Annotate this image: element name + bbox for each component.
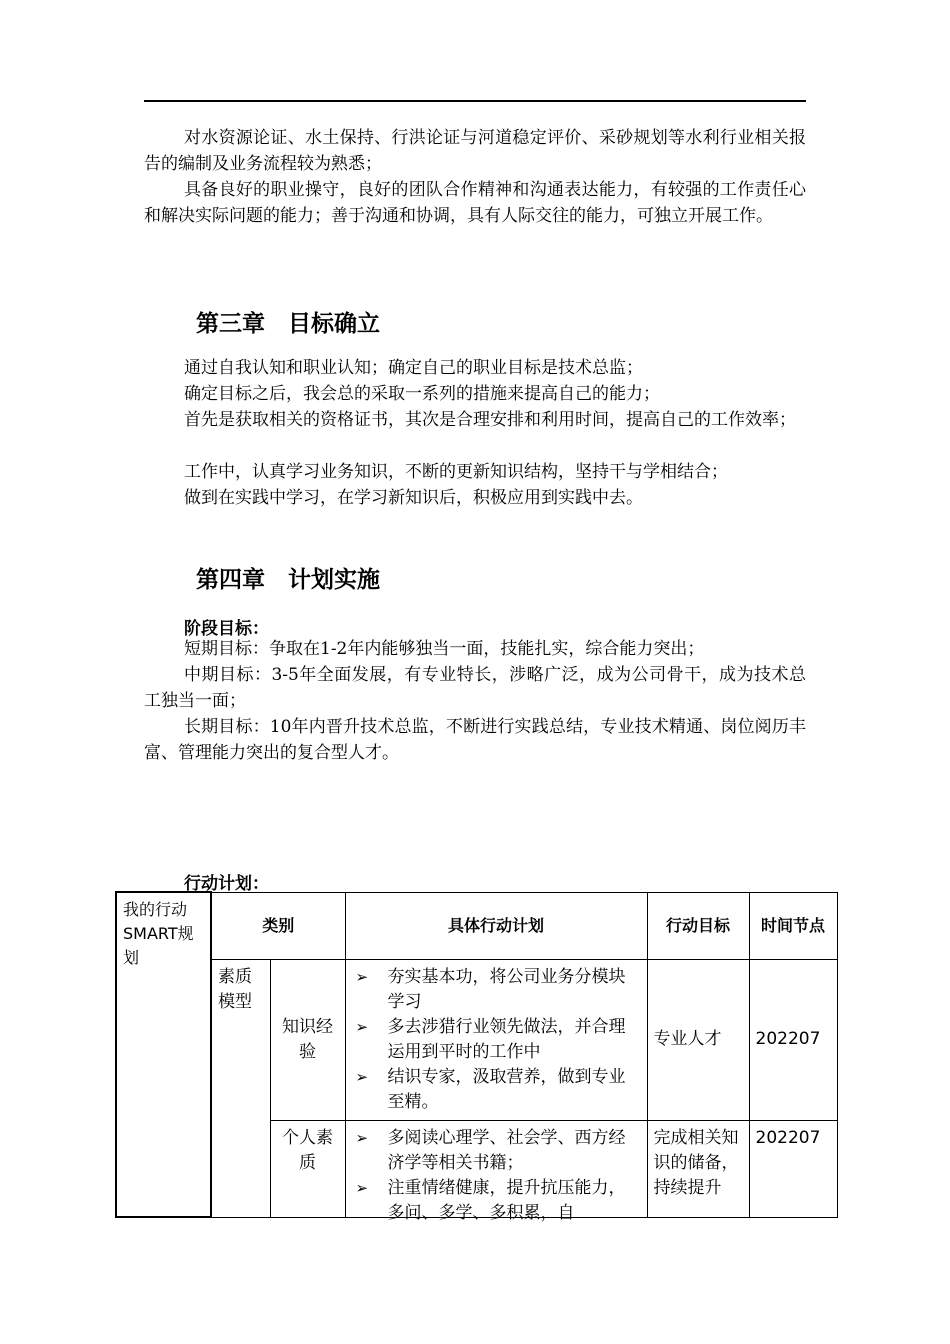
bullet-arrow-icon: ➢ (355, 1017, 369, 1036)
chapter-4-title: 第四章 计划实施 (196, 567, 380, 593)
list-item: ➢ 多去涉猎行业领先做法，并合理运用到平时的工作中 (355, 1016, 626, 1062)
intro-paragraph-1: 对水资源论证、水土保持、行洪论证与河道稳定评价、采砂规划等水利行业相关报告的编制及业务流程较为熟悉； (144, 128, 806, 174)
header-goal: 行动目标 (647, 892, 749, 959)
list-item: ➢ 注重情绪健康，提升抗压能力，多问、多学、多积累，自 (355, 1177, 626, 1223)
chapter-3-title: 第三章 目标确立 (196, 311, 380, 337)
stage-goals-label: 阶段目标： (184, 619, 269, 639)
bullet-arrow-icon: ➢ (355, 967, 369, 986)
bullet-arrow-icon: ➢ (355, 1128, 369, 1147)
list-item: ➢ 夯实基本功，将公司业务分模块学习 (355, 966, 626, 1012)
list-item: ➢ 结识专家，汲取营养，做到专业至精。 (355, 1066, 626, 1112)
header-category: 类别 (211, 892, 345, 959)
chapter-3-paragraph-3: 首先是获取相关的资格证书，其次是合理安排和利用时间，提高自己的工作效率； (184, 410, 796, 430)
mid-term-goal: 中期目标：3-5年全面发展，有专业特长，涉略广泛，成为公司骨干，成为技术总工独当一面； (144, 665, 806, 711)
bullet-arrow-icon: ➢ (355, 1067, 369, 1086)
row-1-time: 202207 (749, 959, 837, 1120)
table-corner-label: 我的行动SMART规划 (116, 892, 211, 1217)
chapter-3-paragraph-2: 确定目标之后，我会总的采取一系列的措施来提高自己的能力； (184, 384, 660, 404)
action-plan-table (115, 891, 838, 1223)
row-1-goal: 专业人才 (647, 959, 749, 1120)
header-time: 时间节点 (749, 892, 837, 959)
bullet-arrow-icon: ➢ (355, 1178, 369, 1197)
row-2-time: 202207 (749, 1120, 837, 1217)
header-plan: 具体行动计划 (345, 892, 647, 959)
group-label: 素质模型 (211, 959, 270, 1217)
chapter-3-paragraph-1: 通过自我认知和职业认知；确定自己的职业目标是技术总监； (184, 358, 643, 378)
short-term-goal: 短期目标：争取在1-2年内能够独当一面，技能扎实，综合能力突出； (184, 639, 705, 659)
row-2-goal: 完成相关知识的储备，持续提升 (647, 1120, 749, 1217)
table-header-row (116, 892, 837, 959)
table-row (116, 959, 837, 1120)
intro-paragraph-2: 具备良好的职业操守，良好的团队合作精神和沟通表达能力，有较强的工作责任心和解决实际问题的能力；善于沟通和协调，具有人际交往的能力，可独立开展工作。 (144, 180, 806, 226)
list-item: ➢ 多阅读心理学、社会学、西方经济学等相关书籍； (355, 1127, 626, 1173)
chapter-3-paragraph-5: 做到在实践中学习，在学习新知识后，积极应用到实践中去。 (184, 488, 643, 508)
row-2-plan (345, 1120, 647, 1223)
row-2-subcategory: 个人素质 (270, 1120, 345, 1217)
row-1-plan (345, 959, 647, 1120)
chapter-3-paragraph-4: 工作中，认真学习业务知识，不断的更新知识结构，坚持干与学相结合； (184, 462, 728, 482)
action-plan-label: 行动计划： (184, 874, 269, 894)
row-1-subcategory: 知识经验 (270, 959, 345, 1120)
header-rule (144, 100, 806, 102)
long-term-goal: 长期目标：10年内晋升技术总监，不断进行实践总结，专业技术精通、岗位阅历丰富、管理能力突出的复合型人才。 (144, 717, 806, 763)
